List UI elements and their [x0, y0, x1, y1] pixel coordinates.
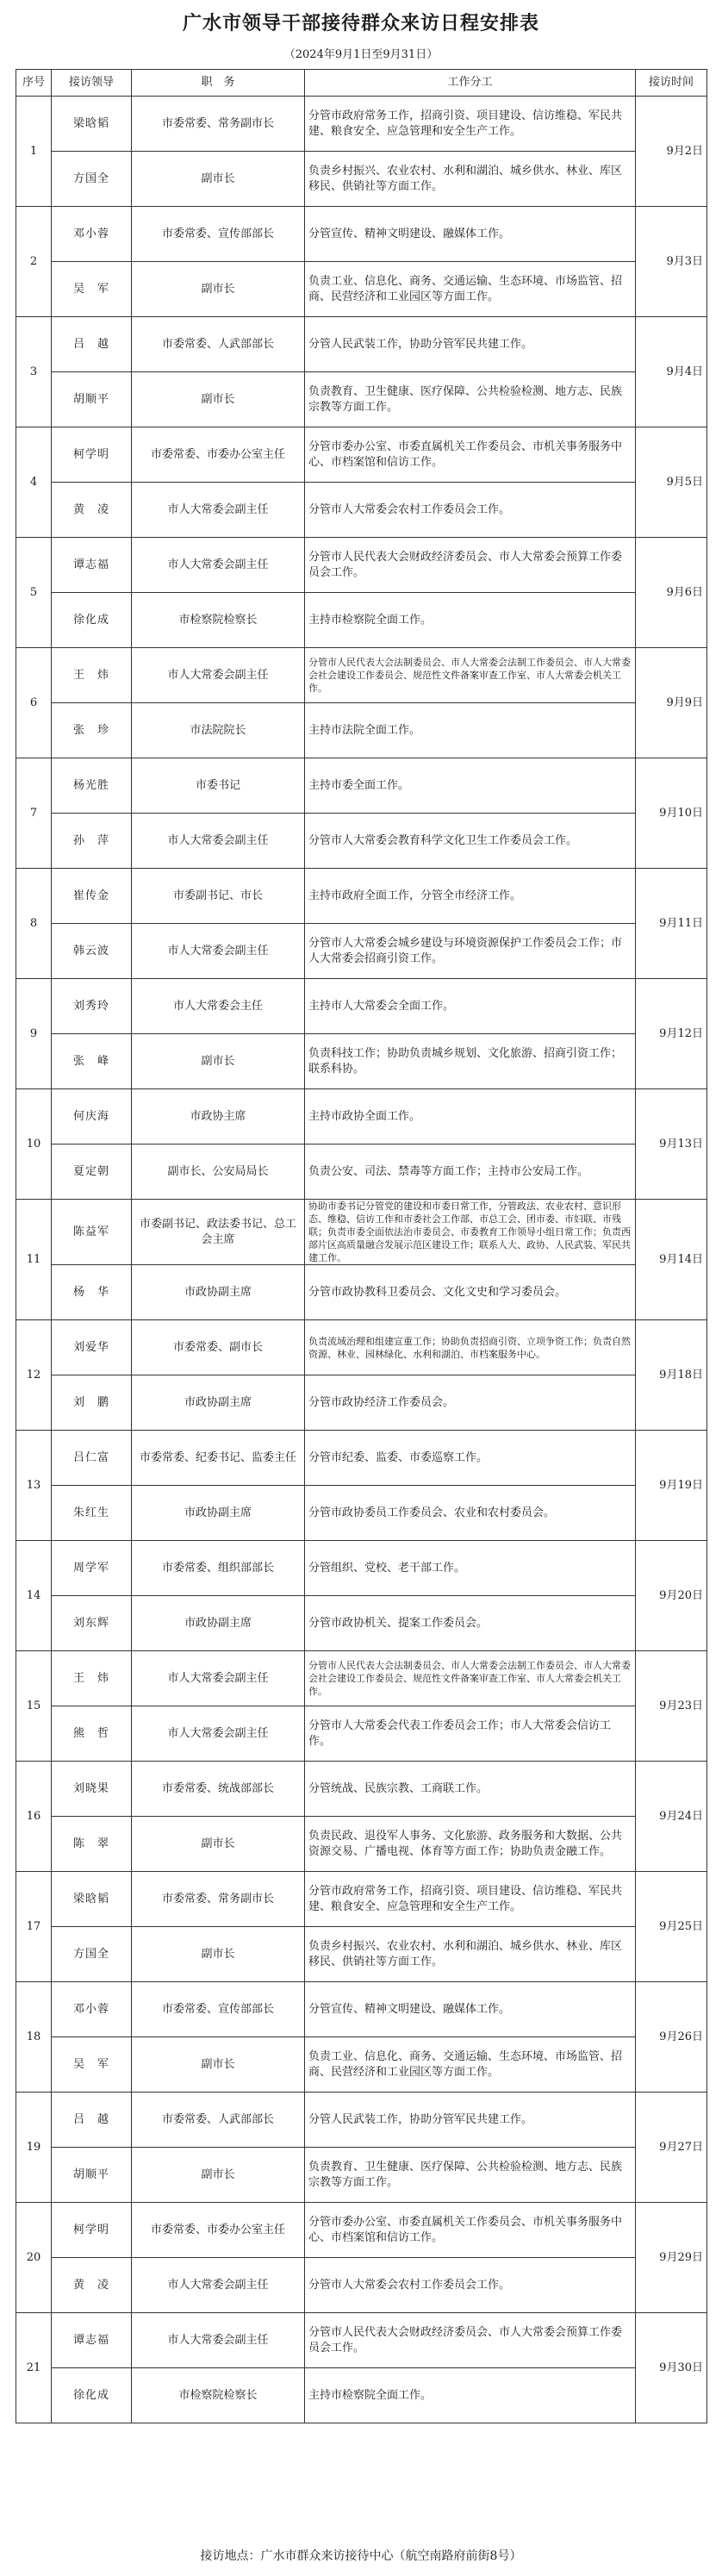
leader-position: 副市长: [132, 372, 305, 427]
table-row: [16, 1034, 707, 1089]
visit-date: 9月5日: [636, 427, 707, 538]
table-row: [16, 2258, 707, 2313]
visit-date: 9月2日: [636, 97, 707, 207]
table-row: [16, 979, 707, 1034]
table-row: [16, 2093, 707, 2148]
leader-name: 刘爱华: [52, 1320, 132, 1375]
work-description: 分管市人大常委会农村工作委员会工作。: [305, 483, 636, 538]
leader-name: 方国全: [52, 1927, 132, 1982]
visit-date: 9月9日: [636, 648, 707, 758]
work-description: 负责工业、信息化、商务、交通运输、生态环境、市场监管、招商、民营经济和工业园区等方面工作。: [305, 262, 636, 317]
visit-date: 9月27日: [636, 2093, 707, 2203]
visit-date: 9月25日: [636, 1872, 707, 1982]
leader-position: 市委常委、纪委书记、监委主任: [132, 1431, 305, 1486]
work-description: 分管市人民代表大会财政经济委员会、市人大常委会预算工作委员会工作。: [305, 538, 636, 593]
leader-position: 副市长、公安局局长: [132, 1145, 305, 1200]
row-number: 13: [16, 1431, 52, 1541]
row-number: 3: [16, 317, 52, 427]
header-work: 工作分工: [305, 70, 636, 97]
footer-location: 接访地点：广水市群众来访接待中心（航空南路府前街8号）: [200, 2549, 522, 2563]
leader-name: 胡顺平: [52, 2148, 132, 2203]
leader-position: 副市长: [132, 2037, 305, 2093]
work-description: 负责科技工作；协助负责城乡规划、文化旅游、招商引资工作；联系科协。: [305, 1034, 636, 1089]
work-description: 分管市委办公室、市委直属机关工作委员会、市机关事务服务中心、市档案馆和信访工作。: [305, 427, 636, 483]
work-description: 主持市检察院全面工作。: [305, 2368, 636, 2423]
row-number: 16: [16, 1762, 52, 1872]
leader-name: 王 炜: [52, 648, 132, 703]
work-description: 分管市政协委员工作委员会、农业和农村委员会。: [305, 1486, 636, 1541]
leader-position: 市委常委、宣传部部长: [132, 207, 305, 262]
leader-position: 市人大常委会副主任: [132, 814, 305, 869]
row-number: 15: [16, 1651, 52, 1762]
table-row: [16, 2148, 707, 2203]
leader-position: 市人大常委会副主任: [132, 924, 305, 979]
row-number: 9: [16, 979, 52, 1089]
visit-date: 9月26日: [636, 1982, 707, 2093]
leader-name: 柯学明: [52, 427, 132, 483]
header-no: 序号: [16, 70, 52, 97]
table-row: [16, 2037, 707, 2093]
leader-name: 刘秀玲: [52, 979, 132, 1034]
leader-name: 吴 军: [52, 262, 132, 317]
leader-position: 市委常委、市委办公室主任: [132, 427, 305, 483]
row-number: 10: [16, 1089, 52, 1200]
leader-position: 市人大常委会副主任: [132, 1706, 305, 1762]
leader-position: 副市长: [132, 152, 305, 207]
leader-name: 方国全: [52, 152, 132, 207]
work-description: 分管市政协经济工作委员会。: [305, 1375, 636, 1431]
visit-date: 9月4日: [636, 317, 707, 427]
table-row: [16, 372, 707, 427]
header-position: 职 务: [132, 70, 305, 97]
work-description: 主持市委全面工作。: [305, 758, 636, 814]
visit-date: 9月6日: [636, 538, 707, 648]
leader-position: 副市长: [132, 1034, 305, 1089]
table-row: [16, 427, 707, 483]
visit-date: 9月19日: [636, 1431, 707, 1541]
table-row: [16, 1651, 707, 1706]
leader-name: 刘东辉: [52, 1596, 132, 1651]
row-number: 14: [16, 1541, 52, 1651]
header-leader: 接访领导: [52, 70, 132, 97]
work-description: 主持市政协全面工作。: [305, 1089, 636, 1145]
work-description: 分管市政府常务工作，招商引资、项目建设、信访维稳、军民共建、粮食安全、应急管理和安全生产工作。: [305, 97, 636, 152]
leader-name: 邓小蓉: [52, 207, 132, 262]
leader-name: 徐化成: [52, 2368, 132, 2423]
leader-position: 市政协副主席: [132, 1375, 305, 1431]
work-description: 分管市人大常委会城乡建设与环境资源保护工作委员会工作；市人大常委会招商引资工作。: [305, 924, 636, 979]
table-row: [16, 1486, 707, 1541]
visit-date: 9月12日: [636, 979, 707, 1089]
table-row: [16, 1541, 707, 1596]
leader-name: 黄 凌: [52, 2258, 132, 2313]
leader-name: 韩云波: [52, 924, 132, 979]
leader-position: 市人大常委会副主任: [132, 648, 305, 703]
leader-name: 何庆海: [52, 1089, 132, 1145]
leader-position: 市委常委、组织部部长: [132, 1541, 305, 1596]
table-row: [16, 1320, 707, 1375]
leader-position: 市委常委、人武部部长: [132, 2093, 305, 2148]
work-description: 主持市人大常委会全面工作。: [305, 979, 636, 1034]
work-description: 分管市纪委、监委、市委巡察工作。: [305, 1431, 636, 1486]
row-number: 5: [16, 538, 52, 648]
leader-position: 市人大常委会副主任: [132, 1651, 305, 1706]
row-number: 2: [16, 207, 52, 317]
work-description: 分管人民武装工作，协助分管军民共建工作。: [305, 2093, 636, 2148]
leader-position: 市委常委、常务副市长: [132, 97, 305, 152]
work-description: 分管人民武装工作，协助分管军民共建工作。: [305, 317, 636, 372]
work-description: 分管组织、党校、老干部工作。: [305, 1541, 636, 1596]
table-row: [16, 1596, 707, 1651]
work-description: 主持市政府全面工作，分管全市经济工作。: [305, 869, 636, 924]
leader-position: 副市长: [132, 1817, 305, 1872]
row-number: 1: [16, 97, 52, 207]
visit-date: 9月18日: [636, 1320, 707, 1431]
work-description: 主持市法院全面工作。: [305, 703, 636, 758]
work-description: 分管市人大常委会教育科学文化卫生工作委员会工作。: [305, 814, 636, 869]
leader-name: 吕仁富: [52, 1431, 132, 1486]
table-row: [16, 758, 707, 814]
table-row: [16, 207, 707, 262]
visit-date: 9月11日: [636, 869, 707, 979]
leader-name: 张 峰: [52, 1034, 132, 1089]
leader-name: 吴 军: [52, 2037, 132, 2093]
row-number: 6: [16, 648, 52, 758]
work-description: 主持市检察院全面工作。: [305, 593, 636, 648]
leader-name: 张 珍: [52, 703, 132, 758]
table-row: [16, 1265, 707, 1320]
table-row: [16, 1817, 707, 1872]
schedule-table: [16, 69, 707, 2423]
leader-position: 市人大常委会副主任: [132, 483, 305, 538]
work-description: 分管市政协机关、提案工作委员会。: [305, 1596, 636, 1651]
leader-name: 梁晗韬: [52, 1872, 132, 1927]
table-row: [16, 593, 707, 648]
table-row: [16, 814, 707, 869]
table-row: [16, 1200, 707, 1265]
work-description: 分管宣传、精神文明建设、融媒体工作。: [305, 207, 636, 262]
leader-name: 黄 凌: [52, 483, 132, 538]
work-description: 分管市人民代表大会财政经济委员会、市人大常委会预算工作委员会工作。: [305, 2313, 636, 2368]
work-description: 协助市委书记分管党的建设和市委日常工作，分管政法、农业农村、意识形态、维稳、信访工作和市委社会工作部、市总工会、团市委、市妇联、市残联；负责市委全面依法治市委员会、市委教育工作领导小组日常工作；负责西部片区高质量融合发展示范区建设工作；联系人大、政协、人民武装、军民共建工作。: [305, 1200, 636, 1265]
leader-name: 杨光胜: [52, 758, 132, 814]
leader-position: 市政协副主席: [132, 1486, 305, 1541]
table-row: [16, 1762, 707, 1817]
table-row: [16, 262, 707, 317]
visit-date: 9月14日: [636, 1200, 707, 1320]
work-description: 负责教育、卫生健康、医疗保障、公共检验检测、地方志、民族宗教等方面工作。: [305, 2148, 636, 2203]
work-description: 负责乡村振兴、农业农村、水利和湖泊、城乡供水、林业、库区移民、供销社等方面工作。: [305, 1927, 636, 1982]
table-row: [16, 648, 707, 703]
leader-name: 陈 翠: [52, 1817, 132, 1872]
leader-position: 市委常委、市委办公室主任: [132, 2203, 305, 2258]
row-number: 20: [16, 2203, 52, 2313]
leader-name: 谭志福: [52, 2313, 132, 2368]
leader-name: 吕 越: [52, 317, 132, 372]
work-description: 分管市人大常委会代表工作委员会工作；市人大常委会信访工作。: [305, 1706, 636, 1762]
leader-position: 市委书记: [132, 758, 305, 814]
table-row: [16, 1375, 707, 1431]
leader-position: 市委常委、常务副市长: [132, 1872, 305, 1927]
table-row: [16, 2203, 707, 2258]
work-description: 分管市政府常务工作，招商引资、项目建设、信访维稳、军民共建、粮食安全、应急管理和安全生产工作。: [305, 1872, 636, 1927]
leader-position: 副市长: [132, 1927, 305, 1982]
leader-name: 徐化成: [52, 593, 132, 648]
leader-position: 市人大常委会主任: [132, 979, 305, 1034]
table-row: [16, 1982, 707, 2037]
table-body: [16, 97, 707, 2423]
row-number: 11: [16, 1200, 52, 1320]
leader-position: 市法院院长: [132, 703, 305, 758]
leader-name: 吕 越: [52, 2093, 132, 2148]
leader-position: 市政协主席: [132, 1089, 305, 1145]
table-row: [16, 1706, 707, 1762]
row-number: 17: [16, 1872, 52, 1982]
work-description: 分管市人民代表大会法制委员会、市人大常委会法制工作委员会、市人大常委会社会建设工作委员会、规范性文件备案审查工作室、市人大常委会机关工作。: [305, 1651, 636, 1706]
visit-date: 9月29日: [636, 2203, 707, 2313]
work-description: 分管市人大常委会农村工作委员会工作。: [305, 2258, 636, 2313]
table-row: [16, 2368, 707, 2423]
work-description: 分管市政协教科卫委员会、文化文史和学习委员会。: [305, 1265, 636, 1320]
row-number: 21: [16, 2313, 52, 2423]
leader-name: 邓小蓉: [52, 1982, 132, 2037]
visit-date: 9月24日: [636, 1762, 707, 1872]
leader-name: 崔传金: [52, 869, 132, 924]
row-number: 19: [16, 2093, 52, 2203]
row-number: 18: [16, 1982, 52, 2093]
table-row: [16, 1145, 707, 1200]
leader-name: 杨 华: [52, 1265, 132, 1320]
table-row: [16, 483, 707, 538]
table-row: [16, 869, 707, 924]
visit-date: 9月23日: [636, 1651, 707, 1762]
leader-position: 副市长: [132, 2148, 305, 2203]
row-number: 4: [16, 427, 52, 538]
work-description: 分管市人民代表大会法制委员会、市人大常委会法制工作委员会、市人大常委会社会建设工作委员会、规范性文件备案审查工作室、市人大常委会机关工作。: [305, 648, 636, 703]
leader-position: 市委副书记、市长: [132, 869, 305, 924]
work-description: 分管市委办公室、市委直属机关工作委员会、市机关事务服务中心、市档案馆和信访工作。: [305, 2203, 636, 2258]
header-date: 接访时间: [636, 70, 707, 97]
leader-name: 朱红生: [52, 1486, 132, 1541]
row-number: 8: [16, 869, 52, 979]
leader-name: 陈益军: [52, 1200, 132, 1265]
leader-name: 孙 萍: [52, 814, 132, 869]
work-description: 负责民政、退役军人事务、文化旅游、政务服务和大数据、公共资源交易、广播电视、体育等方面工作；协助负责金融工作。: [305, 1817, 636, 1872]
leader-name: 梁晗韬: [52, 97, 132, 152]
visit-date: 9月30日: [636, 2313, 707, 2423]
table-row: [16, 1089, 707, 1145]
table-row: [16, 317, 707, 372]
visit-date: 9月3日: [636, 207, 707, 317]
leader-name: 谭志福: [52, 538, 132, 593]
leader-name: 刘晓果: [52, 1762, 132, 1817]
work-description: 分管统战、民族宗教、工商联工作。: [305, 1762, 636, 1817]
leader-name: 熊 哲: [52, 1706, 132, 1762]
table-row: [16, 1927, 707, 1982]
table-row: [16, 1431, 707, 1486]
leader-position: 市人大常委会副主任: [132, 2258, 305, 2313]
work-description: 负责工业、信息化、商务、交通运输、生态环境、市场监管、招商、民营经济和工业园区等方面工作。: [305, 2037, 636, 2093]
table-row: [16, 924, 707, 979]
leader-name: 夏定朝: [52, 1145, 132, 1200]
page-subtitle: （2024年9月1日至9月31日）: [283, 48, 439, 61]
leader-position: 市检察院检察长: [132, 2368, 305, 2423]
work-description: 负责流域治理和组建宣重工作；协助负责招商引资、立项争资工作；负责自然资源、林业、园林绿化、水利和湖泊、市档案服务中心。: [305, 1320, 636, 1375]
leader-name: 刘 鹏: [52, 1375, 132, 1431]
leader-position: 市人大常委会副主任: [132, 2313, 305, 2368]
row-number: 7: [16, 758, 52, 869]
leader-position: 市委副书记、政法委书记、总工会主席: [132, 1200, 305, 1265]
table-row: [16, 97, 707, 152]
table-row: [16, 703, 707, 758]
leader-position: 市政协副主席: [132, 1265, 305, 1320]
visit-date: 9月20日: [636, 1541, 707, 1651]
leader-position: 市检察院检察长: [132, 593, 305, 648]
leader-position: 市委常委、副市长: [132, 1320, 305, 1375]
row-number: 12: [16, 1320, 52, 1431]
table-row: [16, 538, 707, 593]
leader-position: 市委常委、宣传部部长: [132, 1982, 305, 2037]
leader-name: 胡顺平: [52, 372, 132, 427]
leader-position: 副市长: [132, 262, 305, 317]
work-description: 分管宣传、精神文明建设、融媒体工作。: [305, 1982, 636, 2037]
work-description: 负责教育、卫生健康、医疗保障、公共检验检测、地方志、民族宗教等方面工作。: [305, 372, 636, 427]
visit-date: 9月13日: [636, 1089, 707, 1200]
leader-name: 周学军: [52, 1541, 132, 1596]
leader-position: 市委常委、统战部部长: [132, 1762, 305, 1817]
page-title: 广水市领导干部接待群众来访日程安排表: [182, 12, 539, 34]
table-row: [16, 1872, 707, 1927]
leader-position: 市政协副主席: [132, 1596, 305, 1651]
leader-name: 王 炜: [52, 1651, 132, 1706]
table-row: [16, 2313, 707, 2368]
leader-name: 柯学明: [52, 2203, 132, 2258]
work-description: 负责公安、司法、禁毒等方面工作；主持市公安局工作。: [305, 1145, 636, 1200]
leader-position: 市委常委、人武部部长: [132, 317, 305, 372]
table-header-row: [16, 70, 707, 97]
visit-date: 9月10日: [636, 758, 707, 869]
work-description: 负责乡村振兴、农业农村、水利和湖泊、城乡供水、林业、库区移民、供销社等方面工作。: [305, 152, 636, 207]
leader-position: 市人大常委会副主任: [132, 538, 305, 593]
table-row: [16, 152, 707, 207]
